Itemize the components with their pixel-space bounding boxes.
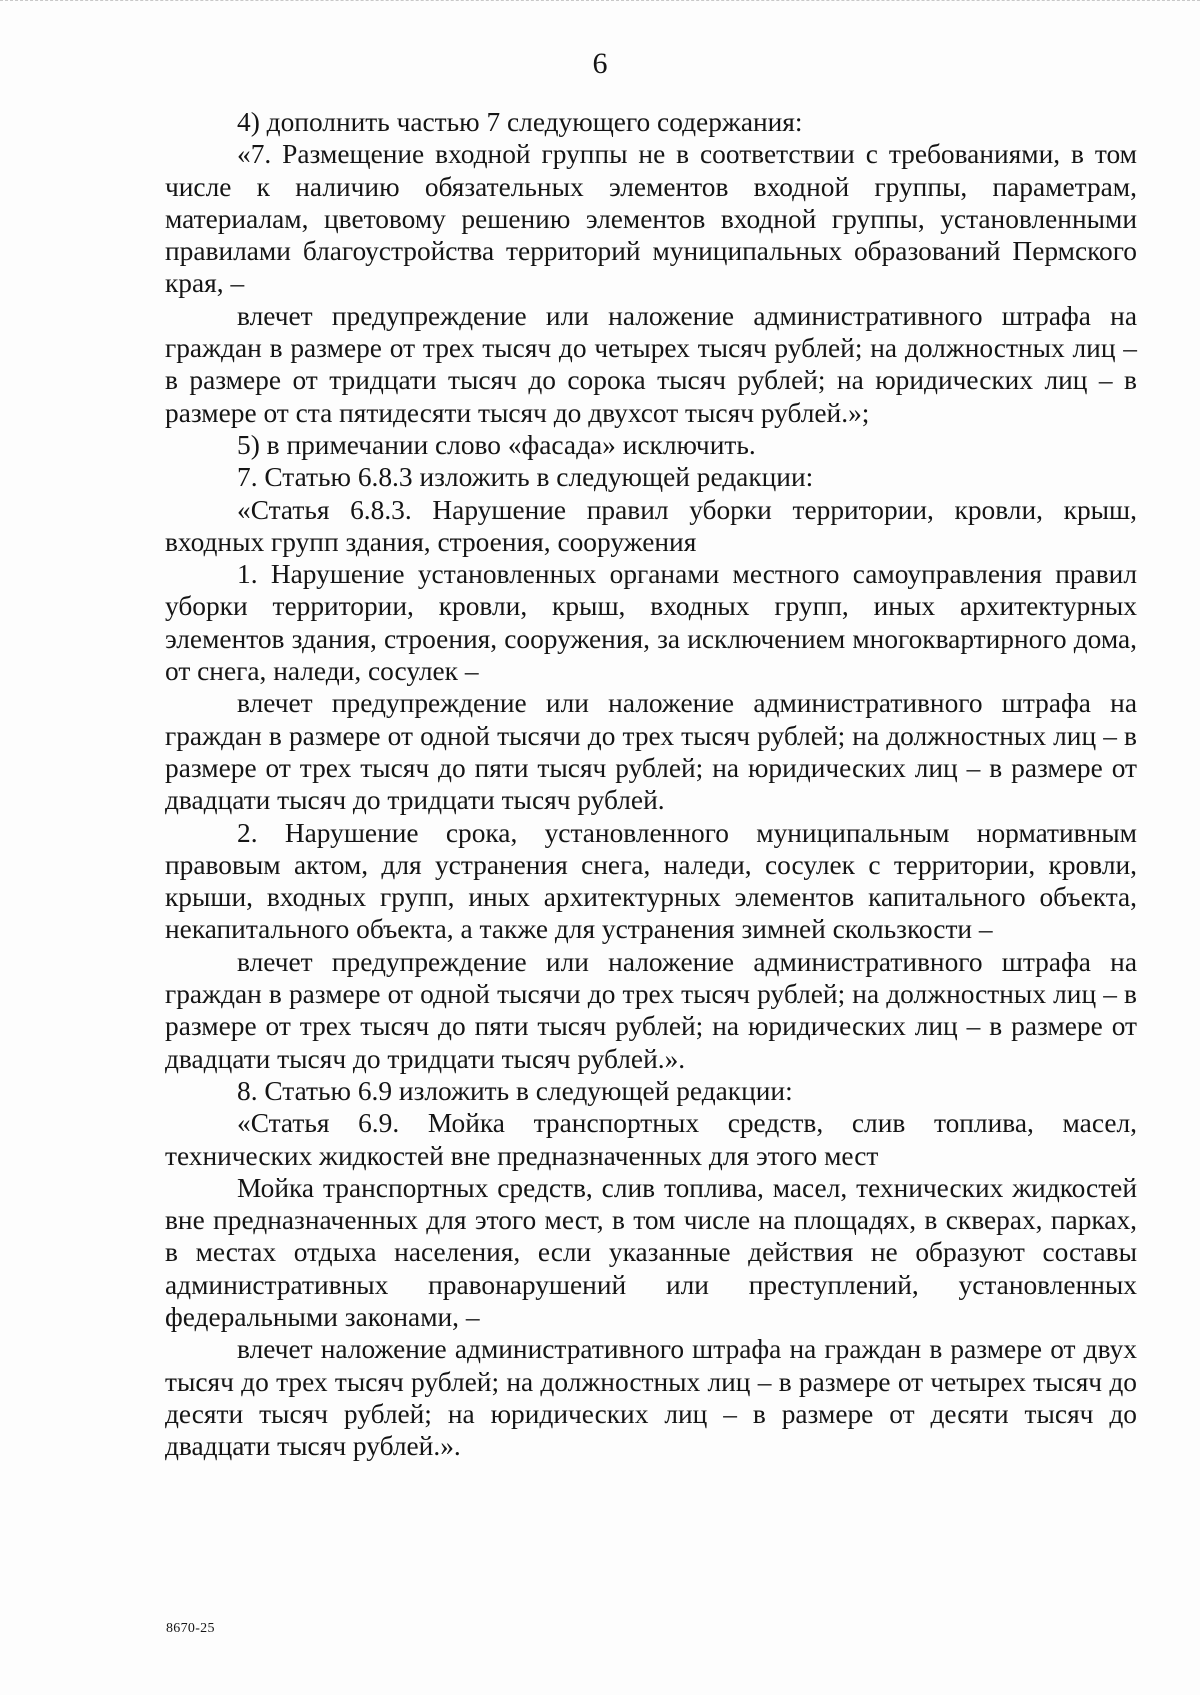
paragraph-part-7: «7. Размещение входной группы не в соответствии с требованиями, в том числе к наличию обязательных элементов входной группы, параметрам, материалам, цветовому решению элементов входной группы, установленными правилами благоустройства территорий муниципальных образований Пермского края, –: [165, 139, 1137, 299]
paragraph-article-6-9-body: Мойка транспортных средств, слив топлива, масел, технических жидкостей вне предназначенных для этого мест, в том числе на площадях, в скверах, парках, в местах отдыха населения, если указанные действия не образуют составы административных правонарушений или преступлений, установленных федеральными законами, –: [165, 1172, 1137, 1332]
document-code: 8670-25: [166, 1621, 215, 1636]
page-number: 6: [592, 47, 608, 80]
paragraph-article-6-8-3-title: «Статья 6.8.3. Нарушение правил уборки территории, кровли, крыш, входных групп здания, строения, сооружения: [165, 494, 1137, 557]
paragraph-article-6-8-3-part-2: 2. Нарушение срока, установленного муниципальным нормативным правовым актом, для устранения снега, наледи, сосулек с территории, кровли, крыши, входных групп, иных архитектурных элементов капитального объекта, некапитального объекта, а также для устранения зимней скользкости –: [165, 817, 1137, 945]
paragraph-section-8: 8. Статью 6.9 изложить в следующей редакции:: [237, 1075, 793, 1106]
paragraph-penalty-part-2: влечет предупреждение или наложение административного штрафа на граждан в размере от одной тысячи до трех тысяч рублей; на должностных лиц – в размере от трех тысяч до пяти тысяч рублей; на юридических лиц – в размере от двадцати тысяч до тридцати тысяч рублей.».: [165, 946, 1137, 1074]
paragraph-penalty-article-6-9: влечет наложение административного штрафа на граждан в размере от двух тысяч до трех тысяч рублей; на должностных лиц – в размере от четырех тысяч до десяти тысяч рублей; на юридических лиц – в размере от десяти тысяч до двадцати тысяч рублей.».: [165, 1334, 1137, 1462]
document-body: [165, 106, 1137, 1462]
paragraph-section-7: 7. Статью 6.8.3 изложить в следующей редакции:: [237, 462, 814, 493]
paragraph-item-4: 4) дополнить частью 7 следующего содержания:: [237, 107, 803, 137]
scan-edge: [0, 0, 1200, 3]
paragraph-penalty-part-7: влечет предупреждение или наложение административного штрафа на граждан в размере от трех тысяч до четырех тысяч рублей; на должностных лиц – в размере от тридцати тысяч до сорока тысяч рублей; на юридических лиц – в размере от ста пятидесяти тысяч до двухсот тысяч рублей.»;: [165, 300, 1137, 428]
paragraph-article-6-9-title: «Статья 6.9. Мойка транспортных средств, слив топлива, масел, технических жидкостей вне предназначенных для этого мест: [165, 1108, 1137, 1171]
paragraph-item-5: 5) в примечании слово «фасада» исключить.: [237, 429, 756, 460]
paragraph-penalty-part-1: влечет предупреждение или наложение административного штрафа на граждан в размере от одной тысячи до трех тысяч рублей; на должностных лиц – в размере от трех тысяч до пяти тысяч рублей; на юридических лиц – в размере от двадцати тысяч до тридцати тысяч рублей.: [165, 688, 1137, 816]
paragraph-article-6-8-3-part-1: 1. Нарушение установленных органами местного самоуправления правил уборки территории, кровли, крыш, входных групп, иных архитектурных элементов здания, строения, сооружения, за исключением многоквартирного дома, от снега, наледи, сосулек –: [165, 559, 1137, 687]
